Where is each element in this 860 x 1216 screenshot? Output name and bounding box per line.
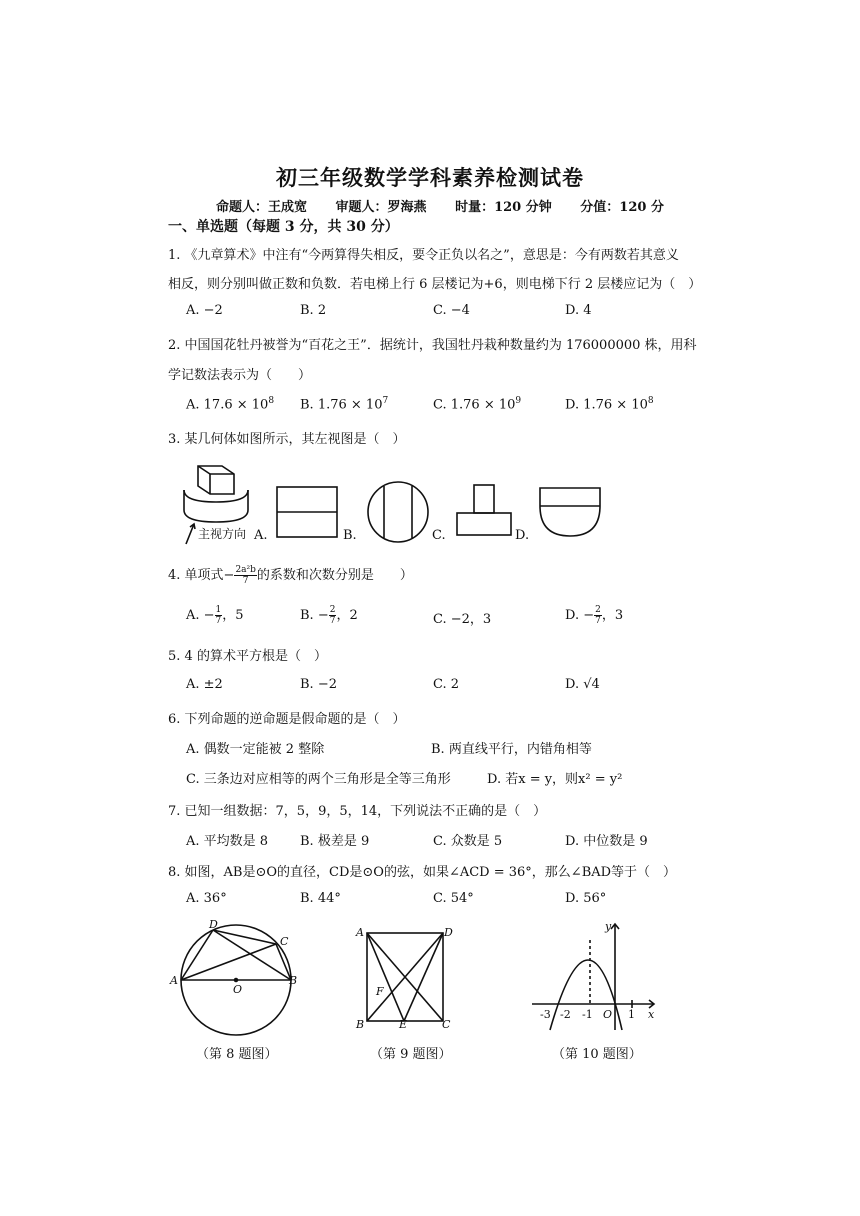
author: 命题人：王成宽 (216, 200, 308, 215)
fig9-label-d: D (444, 926, 453, 939)
q3-option-b-figure (366, 480, 430, 544)
fig10-label-origin: O (603, 1008, 613, 1021)
q8-option-d: D. 56° (565, 891, 607, 906)
question-1-line-1: 1. 《九章算术》中注有“今两算得失相反，要令正负以名之”，意思是：今有两数若其意义 (168, 248, 679, 263)
q3-option-a: A. (254, 528, 268, 543)
q6-option-a: A. 偶数一定能被 2 整除 (186, 742, 325, 757)
q4-option-d: D. − $\frac{2}{7}$ ，3 (565, 605, 624, 626)
fig9-label-c: C (442, 1018, 451, 1031)
q1-option-b: B. 2 (300, 303, 327, 318)
total-score: 分值：120 分 (580, 200, 664, 215)
fig8-label-a: A (170, 974, 178, 987)
fig9-label-e: E (399, 1018, 408, 1031)
question-1-line-2: 相反，则分别叫做正数和负数．若电梯上行 6 层楼记为+6，则电梯下行 2 层楼应记为（ ） (168, 277, 702, 292)
fig8-label-o: O (233, 983, 243, 996)
q8-option-c: C. 54° (433, 891, 474, 906)
q8-option-a: A. 36° (186, 891, 227, 906)
q4-option-a: A. − $\frac{1}{7}$ ，5 (186, 605, 244, 626)
q1-option-c: C. −4 (433, 303, 470, 318)
fig10-tick-minus-3: -3 (540, 1008, 551, 1021)
fig8-label-c: C (280, 935, 289, 948)
q1-option-a: A. −2 (186, 303, 223, 318)
q2-option-b: B. $1.76 \times 10^7$ (300, 396, 389, 413)
q6-option-d: D. 若x = y，则x² = y² (487, 772, 623, 787)
fig10-label-y: y (605, 920, 612, 933)
question-8: 8. 如图，AB是⊙O的直径，CD是⊙O的弦，如果∠ACD = 36°，那么∠BAD等于（ ） (168, 865, 677, 880)
q3-view-direction-label: 主视方向 (198, 527, 247, 541)
q7-option-b: B. 极差是 9 (300, 834, 370, 849)
q5-option-b: B. −2 (300, 677, 337, 692)
question-7: 7. 已知一组数据：7，5，9，5，14，下列说法不正确的是（ ） (168, 804, 547, 819)
question-2-line-2: 学记数法表示为（ ） (168, 368, 312, 383)
q5-option-a: A. ±2 (186, 677, 223, 692)
question-6: 6. 下列命题的逆命题是假命题的是（ ） (168, 712, 406, 727)
q2-option-c: C. $1.76 \times 10^9$ (433, 396, 522, 413)
question-4: 4. 单项式− $\frac{\text{2a²b}}{7}$ 的系数和次数分别是 ） (168, 565, 413, 586)
q7-option-c: C. 众数是 5 (433, 834, 503, 849)
q4-option-c: C. −2，3 (433, 612, 492, 627)
figure-8-caption: （第 8 题图） (196, 1047, 278, 1062)
exam-meta (216, 196, 688, 215)
q4-option-b: B. − $\frac{2}{7}$ ，2 (300, 605, 358, 626)
q3-option-b: B. (343, 528, 357, 543)
fig9-label-a: A (356, 926, 364, 939)
reviewer: 审题人：罗海燕 (335, 200, 427, 215)
q2-option-a: A. $17.6 \times 10^8$ (186, 396, 275, 413)
fig8-label-d: D (209, 918, 218, 931)
fig10-tick-minus-2: -2 (560, 1008, 571, 1021)
fig10-tick-minus-1: -1 (582, 1008, 593, 1021)
figure-9-square-diagram (366, 932, 446, 1024)
q2-option-d: D. $1.76 \times 10^8$ (565, 396, 654, 413)
figure-9-caption: （第 9 题图） (370, 1047, 452, 1062)
q7-option-d: D. 中位数是 9 (565, 834, 648, 849)
section-heading: 一、单选题（每题 3 分，共 30 分） (168, 219, 399, 235)
q5-option-c: C. 2 (433, 677, 460, 692)
q3-option-a-figure (276, 486, 340, 540)
q3-option-d-figure (538, 486, 608, 540)
q3-option-c: C. (432, 528, 446, 543)
q3-option-d: D. (515, 528, 530, 543)
fig10-label-x: x (648, 1008, 655, 1021)
question-2-line-1: 2. 中国国花牡丹被誉为“百花之王”．据统计，我国牡丹栽种数量约为 176000000 株，用科 (168, 338, 697, 353)
q8-option-b: B. 44° (300, 891, 341, 906)
question-5: 5. 4 的算术平方根是（ ） (168, 649, 327, 664)
fig10-tick-1: 1 (628, 1008, 635, 1021)
question-3: 3. 某几何体如图所示，其左视图是（ ） (168, 432, 406, 447)
q5-option-d: D. √4 (565, 677, 600, 692)
fig9-label-b: B (356, 1018, 365, 1031)
q6-option-c: C. 三条边对应相等的两个三角形是全等三角形 (186, 772, 451, 787)
q3-option-c-figure (456, 484, 520, 538)
fig8-label-b: B (289, 974, 298, 987)
figure-10-caption: （第 10 题图） (552, 1047, 642, 1062)
q4-fraction: $\frac{\text{2a²b}}{7}$ (235, 565, 256, 586)
q7-option-a: A. 平均数是 8 (186, 834, 269, 849)
q1-option-d: D. 4 (565, 303, 592, 318)
page-title: 初三年级数学学科素养检测试卷 (276, 165, 584, 190)
q6-option-b: B. 两直线平行，内错角相等 (431, 742, 592, 757)
fig9-label-f: F (376, 985, 384, 998)
exam-time: 时量：120 分钟 (455, 200, 552, 215)
